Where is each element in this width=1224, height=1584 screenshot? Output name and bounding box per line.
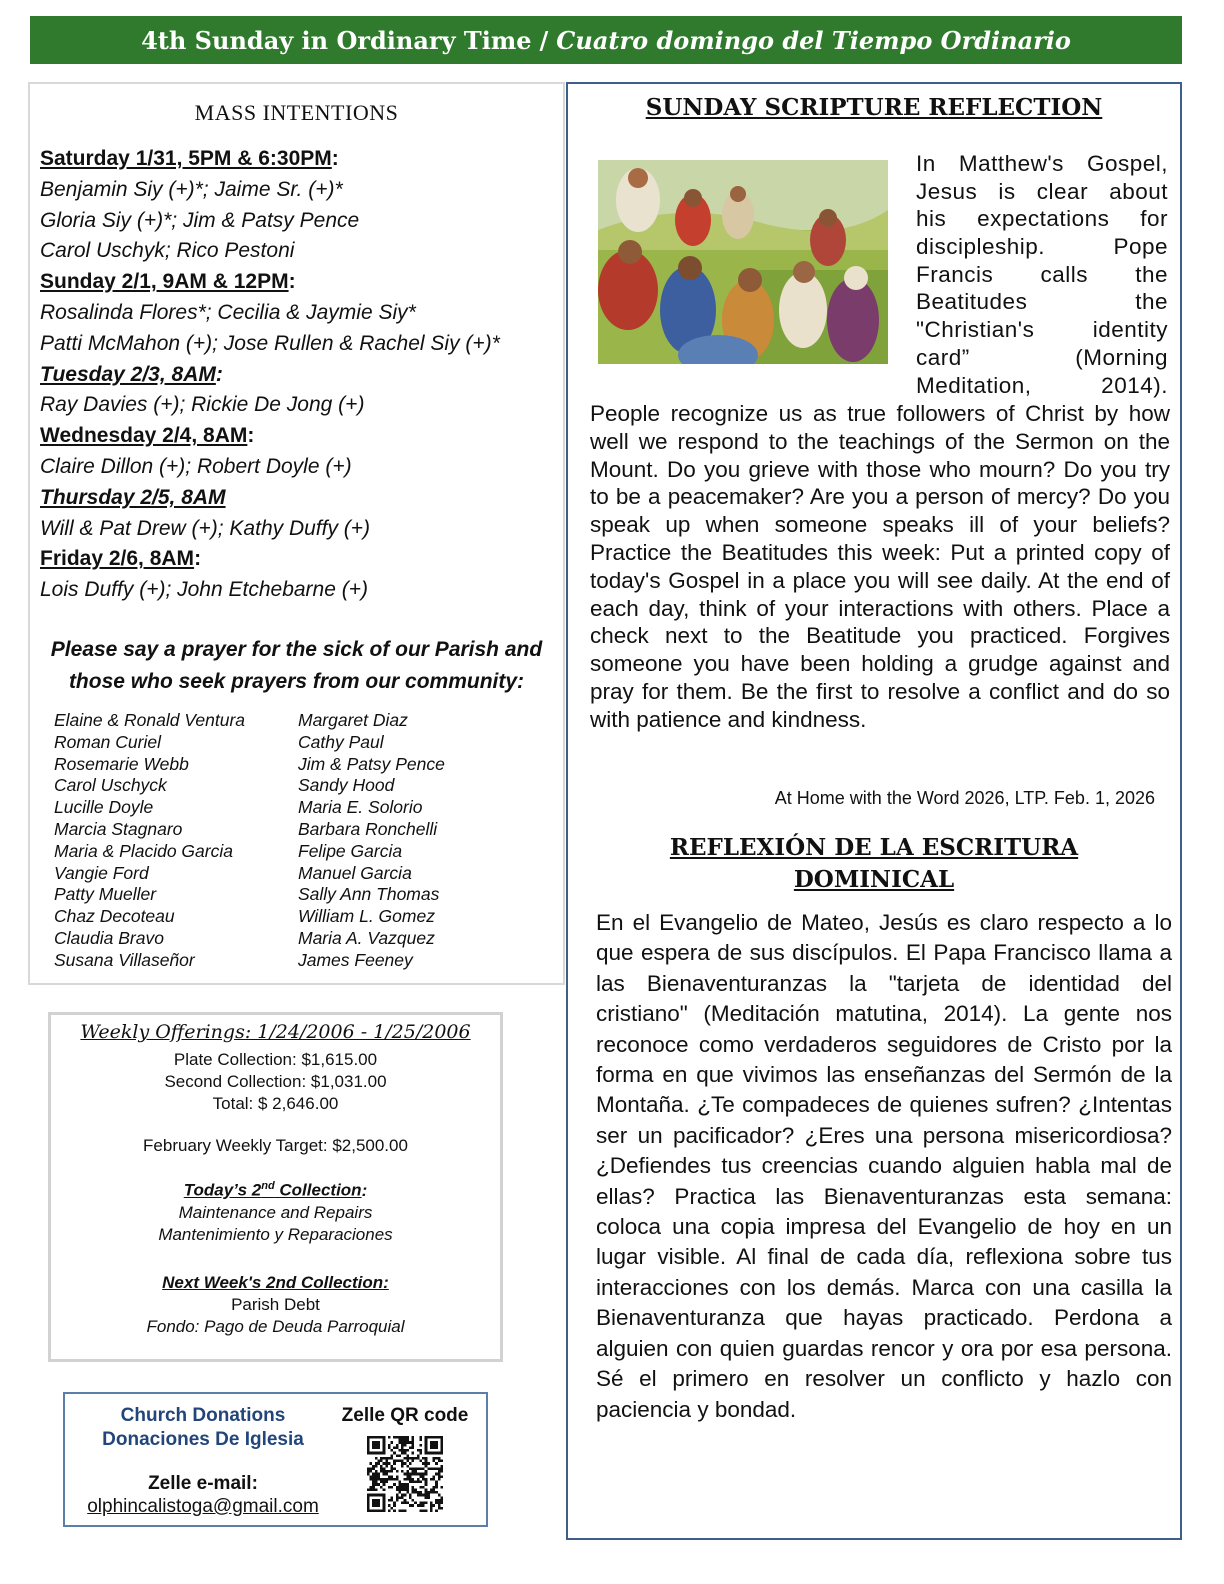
todays-collection-label-pre: Today’s 2 bbox=[183, 1180, 262, 1200]
mass-day-text: Tuesday 2/3, 8AM bbox=[40, 362, 216, 386]
sick-person-name: Vangie Ford bbox=[54, 862, 149, 883]
mass-day-text: Thursday 2/5, 8AM bbox=[40, 485, 226, 509]
mass-intention-names: Carol Uschyk; Rico Pestoni bbox=[40, 239, 295, 263]
mass-day-suffix: : bbox=[194, 547, 202, 571]
sermon-on-the-mount-illustration bbox=[598, 160, 888, 364]
sick-person-name: Maria A. Vazquez bbox=[298, 927, 435, 948]
banner-title-es: Cuatro domingo del Tiempo Ordinario bbox=[556, 25, 1071, 55]
mass-day-text: Friday 2/6, 8AM bbox=[40, 547, 195, 571]
mass-intention-names: Patti McMahon (+); Jose Rullen & Rachel Siy (+)* bbox=[40, 331, 500, 355]
next-week-collection-label: Next Week's 2nd Collection: bbox=[162, 1272, 389, 1292]
mass-day-heading bbox=[40, 360, 560, 391]
donations-panel bbox=[63, 1392, 488, 1527]
reflection-intro-line: Francis calls the bbox=[916, 261, 1168, 287]
zelle-email-link[interactable]: olphincalistoga@gmail.com bbox=[87, 1496, 319, 1517]
mass-intention-names: Claire Dillon (+); Robert Doyle (+) bbox=[40, 454, 352, 478]
mass-day-heading bbox=[40, 483, 560, 514]
reflection-intro-line: his expectations for bbox=[916, 206, 1168, 232]
reflection-body-es: En el Evangelio de Mateo, Jesús es claro respecto a lo que espera de sus discípulos. El Papa Francisco llama a las Bienaventuranzas la "tarjeta de identidad del cristiano" (Meditación matutina, 2014). La gente nos reconoce como verdaderos seguidores de Cristo por la forma en que vivimos las enseñanzas del Sermón de la Montaña. ¿Te compadeces de quienes sufren? ¿Intentas ser un pacificador? ¿Eres una persona misericordiosa? ¿Defiendes tus creencias cuando alguien habla mal de ellas? Practica las Bienaventuranzas esta semana: coloca una copia impresa del Evangelio de hoy en un lugar visible. Al final de cada día, reflexiona sobre tus interacciones con los demás. Marca con una casilla la Bienaventuranza que hayas practicado. Perdona a alguien con quien guardas rencor y ora por esa persona. Sé el primero en resolver un conflicto y hazlo con paciencia y bondad. bbox=[596, 910, 1172, 1422]
mass-day-suffix: : bbox=[215, 362, 223, 386]
mass-intention-names: Will & Pat Drew (+); Kathy Duffy (+) bbox=[40, 516, 371, 540]
sick-person-name: Jim & Patsy Pence bbox=[298, 753, 445, 774]
offerings-title: Weekly Offerings: 1/24/2006 - 1/25/2006 bbox=[80, 1021, 471, 1043]
sick-person-name: James Feeney bbox=[298, 949, 413, 970]
sick-person-name: Elaine & Ronald Ventura bbox=[54, 710, 246, 730]
zelle-email-label: Zelle e-mail: bbox=[148, 1473, 258, 1494]
sick-person-name: Claudia Bravo bbox=[54, 927, 164, 948]
page-banner bbox=[30, 16, 1182, 64]
mass-day-heading bbox=[40, 421, 560, 452]
second-collection: Second Collection: $1,031.00 bbox=[164, 1072, 387, 1091]
reflection-body: People recognize us as true followers of Christ by how well we respond to the teachings of the Sermon on the Mount. Do you grieve with those who mourn? Do you try to be a peacemaker? Are you a person of mercy? Do you speak up when someone speaks ill of your beliefs? Practice the Beatitudes this week: Put a printed copy of today's Gospel in a place you will see daily. At the end of each day, think of your interactions with others. Place a check next to the Beatitude you practiced. Forgives someone you have been holding a grudge against and pray for them. Be the first to resolve a conflict and do so with patience and kindness. bbox=[590, 401, 1170, 732]
reflection-intro bbox=[916, 150, 1168, 399]
prayer-heading-line-2: those who seek prayers from our community: bbox=[68, 670, 525, 693]
reflection-intro-line: Meditation, 2014). bbox=[916, 372, 1168, 398]
sick-person-name: Maria E. Solorio bbox=[298, 797, 423, 818]
mass-day-text: Wednesday 2/4, 8AM bbox=[40, 424, 248, 448]
todays-collection-label-sup: nd bbox=[261, 1180, 275, 1192]
reflection-title-es-line-2: DOMINICAL bbox=[793, 866, 955, 893]
todays-collection-es: Mantenimiento y Reparaciones bbox=[158, 1224, 393, 1244]
sick-person-name: Cathy Paul bbox=[298, 731, 384, 752]
mass-day-text: Sunday 2/1, 9AM & 12PM bbox=[40, 270, 289, 294]
offerings-total: Total: $ 2,646.00 bbox=[212, 1094, 339, 1113]
qr-code-label: Zelle QR code bbox=[341, 1405, 469, 1426]
sick-person-name: Sandy Hood bbox=[298, 775, 395, 796]
next-week-collection-es: Fondo: Pago de Deuda Parroquial bbox=[146, 1316, 405, 1336]
sick-person-name: Felipe Garcia bbox=[298, 840, 403, 861]
mass-intentions-title: MASS INTENTIONS bbox=[194, 100, 399, 125]
sick-person-name: Marcia Stagnaro bbox=[54, 818, 183, 839]
reflection-intro-line: Jesus is clear about bbox=[916, 178, 1168, 204]
banner-title-en: 4th Sunday in Ordinary Time bbox=[141, 25, 532, 55]
sick-person-name: Sally Ann Thomas bbox=[298, 884, 440, 905]
sick-person-name: Chaz Decoteau bbox=[54, 906, 175, 927]
mass-intention-names: Lois Duffy (+); John Etchebarne (+) bbox=[40, 578, 368, 602]
mass-day-heading bbox=[40, 267, 560, 298]
donations-title-es: Donaciones De Iglesia bbox=[102, 1429, 304, 1450]
sick-person-name: Maria & Placido Garcia bbox=[54, 840, 233, 861]
sick-list-left bbox=[54, 710, 245, 972]
reflection-intro-line: discipleship. Pope bbox=[916, 234, 1168, 260]
weekly-target: February Weekly Target: $2,500.00 bbox=[143, 1136, 408, 1155]
plate-collection: Plate Collection: $1,615.00 bbox=[173, 1050, 378, 1069]
todays-collection-label bbox=[51, 1175, 500, 1202]
sick-person-name: Lucille Doyle bbox=[54, 797, 154, 818]
zelle-qr-code[interactable] bbox=[367, 1436, 443, 1512]
sick-person-name: Rosemarie Webb bbox=[54, 753, 189, 774]
sick-person-name: Carol Uschyck bbox=[54, 775, 167, 796]
todays-collection-colon: : bbox=[361, 1180, 368, 1200]
reflection-title-es bbox=[568, 832, 1180, 896]
mass-intention-names: Benjamin Siy (+)*; Jaime Sr. (+)* bbox=[40, 177, 343, 201]
sick-person-name: Margaret Diaz bbox=[298, 710, 408, 730]
reflection-intro-line: Beatitudes the bbox=[916, 289, 1168, 315]
sick-person-name: Patty Mueller bbox=[54, 884, 157, 905]
reflection-intro-line: "Christian's identity bbox=[916, 317, 1168, 343]
sick-person-name: Susana Villaseñor bbox=[54, 949, 195, 970]
mass-day-suffix: : bbox=[331, 147, 339, 170]
next-week-collection-en: Parish Debt bbox=[231, 1294, 320, 1314]
mass-intentions-panel bbox=[28, 82, 565, 985]
prayer-heading-line-1: Please say a prayer for the sick of our Parish and bbox=[50, 638, 543, 661]
mass-schedule-list bbox=[40, 144, 560, 606]
sick-person-name: William L. Gomez bbox=[298, 906, 435, 927]
sick-list-right bbox=[298, 710, 445, 972]
reflection-source: At Home with the Word 2026, LTP. Feb. 1, 2026 bbox=[774, 788, 1155, 808]
mass-day-heading bbox=[40, 544, 560, 575]
sick-person-name: Roman Curiel bbox=[54, 731, 161, 752]
mass-day-heading bbox=[40, 144, 560, 175]
mass-intention-names: Gloria Siy (+)*; Jim & Patsy Pence bbox=[40, 208, 360, 232]
reflection-intro-line: In Matthew's Gospel, bbox=[916, 151, 1168, 176]
todays-collection-label-post: Collection bbox=[274, 1180, 362, 1200]
banner-separator: / bbox=[539, 25, 549, 55]
mass-intention-names: Rosalinda Flores*; Cecilia & Jaymie Siy* bbox=[40, 300, 416, 324]
mass-day-suffix: : bbox=[247, 424, 255, 448]
donations-title-en: Church Donations bbox=[120, 1405, 286, 1426]
reflection-title: SUNDAY SCRIPTURE REFLECTION bbox=[645, 94, 1103, 121]
sick-person-name: Barbara Ronchelli bbox=[298, 818, 438, 839]
mass-day-text: Saturday 1/31, 5PM & 6:30PM bbox=[40, 147, 332, 170]
scripture-reflection-panel bbox=[566, 82, 1182, 1540]
mass-intention-names: Ray Davies (+); Rickie De Jong (+) bbox=[40, 393, 365, 417]
prayer-heading bbox=[30, 634, 563, 698]
mass-day-suffix: : bbox=[288, 270, 296, 294]
sick-person-name: Manuel Garcia bbox=[298, 862, 412, 883]
reflection-title-es-line-1: REFLEXIÓN DE LA ESCRITURA bbox=[669, 834, 1079, 861]
todays-collection-en: Maintenance and Repairs bbox=[178, 1202, 373, 1222]
reflection-intro-line: card” (Morning bbox=[916, 344, 1168, 370]
weekly-offerings-panel bbox=[48, 1012, 503, 1362]
